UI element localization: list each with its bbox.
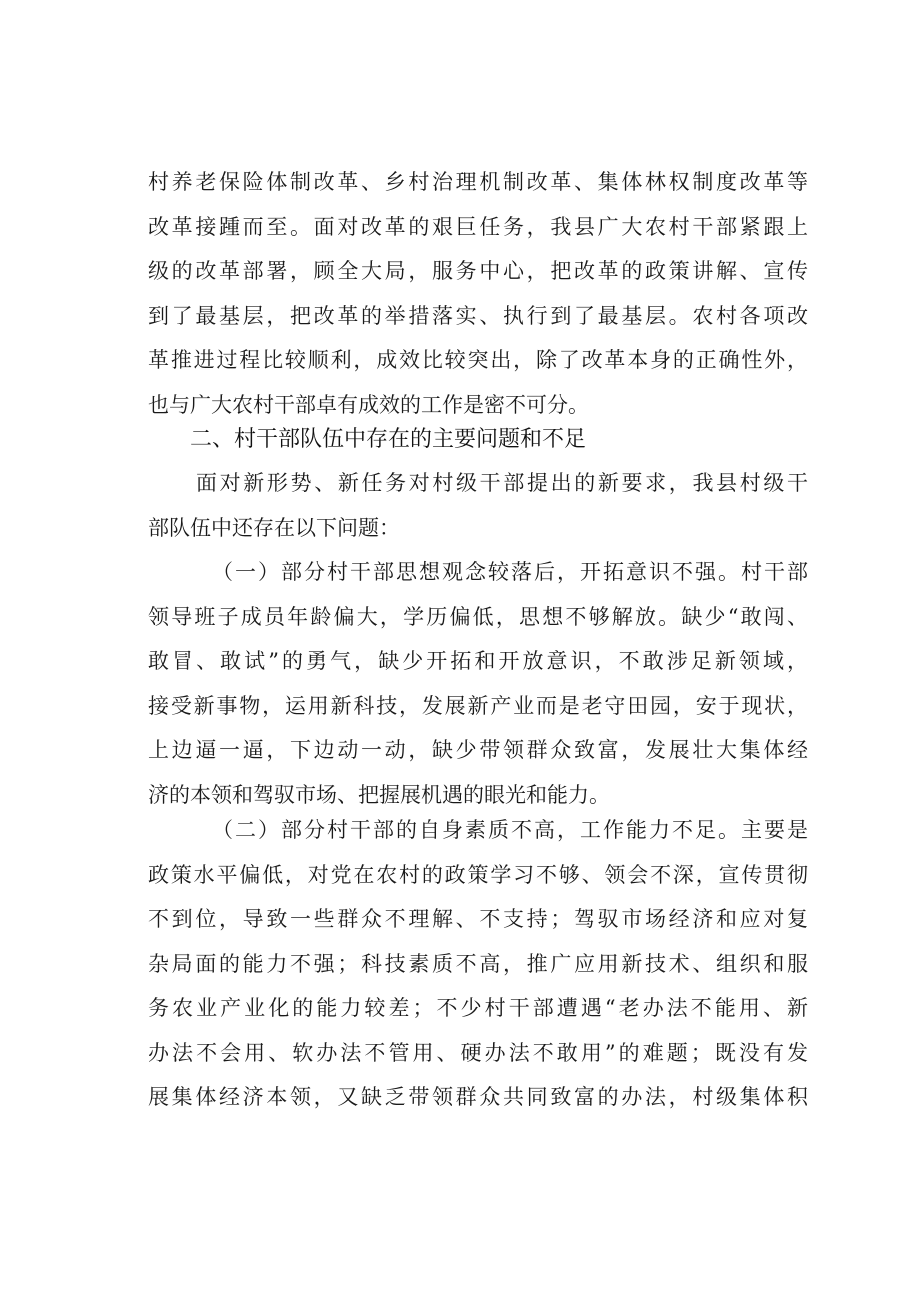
section-heading: 二、村干部队伍中存在的主要问题和不足 [190,427,587,452]
text-line: 村养老保险体制改革、乡村治理机制改革、集体林权制度改革等 [148,170,808,194]
text-line: 也与广大农村干部卓有成效的工作是密不可分。 [148,392,589,417]
paragraph-reform-continued [148,160,808,427]
paragraph-intro [148,461,808,550]
text-line: 敢冒、敢试”的勇气，缺少开拓和开放意识，不敢涉足新领域， [148,649,808,673]
text-line: 到了最基层，把改革的举措落实、执行到了最基层。农村各项改 [148,303,808,328]
text-line: 政策水平偏低，对党在农村的政策学习不够、领会不深，宣传贯彻 [148,862,808,887]
text-line: 杂局面的能力不强；科技素质不高，推广应用新技术、组织和服 [148,951,808,976]
text-line: （二）部分村干部的自身素质不高，工作能力不足。主要是 [212,818,808,842]
paragraph-item-two [148,808,808,1120]
text-line: 改革接踵而至。面对改革的艰巨任务，我县广大农村干部紧跟上 [148,214,808,239]
text-line: 不到位，导致一些群众不理解、不支持；驾驭市场经济和应对复 [148,907,808,931]
text-line: 展集体经济本领，又缺乏带领群众共同致富的办法，村级集体积 [148,1085,808,1109]
paragraph-item-one [148,550,808,817]
text-line: 务农业产业化的能力较差；不少村干部遭遇“老办法不能用、新 [148,996,808,1020]
text-line: 部队伍中还存在以下问题： [148,515,400,540]
text-line: 济的本领和驾驭市场、把握展机遇的眼光和能力。 [148,782,610,807]
text-line: 级的改革部署，顾全大局，服务中心，把改革的政策讲解、宣传 [148,259,808,283]
text-line: 办法不会用、软办法不管用、硬办法不敢用”的难题；既没有发 [148,1040,808,1065]
text-line: 革推进过程比较顺利，成效比较突出，除了改革本身的正确性外， [148,348,808,372]
text-line: 接受新事物，运用新科技，发展新产业而是老守田园，安于现状， [148,693,808,718]
text-line: 面对新形势、新任务对村级干部提出的新要求，我县村级干 [196,471,808,495]
text-line: 领导班子成员年龄偏大，学历偏低，思想不够解放。缺少“敢闯、 [148,604,808,629]
text-line: （一）部分村干部思想观念较落后，开拓意识不强。村干部 [212,560,808,584]
text-line: 上边逼一逼，下边动一动，缺少带领群众致富，发展壮大集体经 [148,738,808,762]
